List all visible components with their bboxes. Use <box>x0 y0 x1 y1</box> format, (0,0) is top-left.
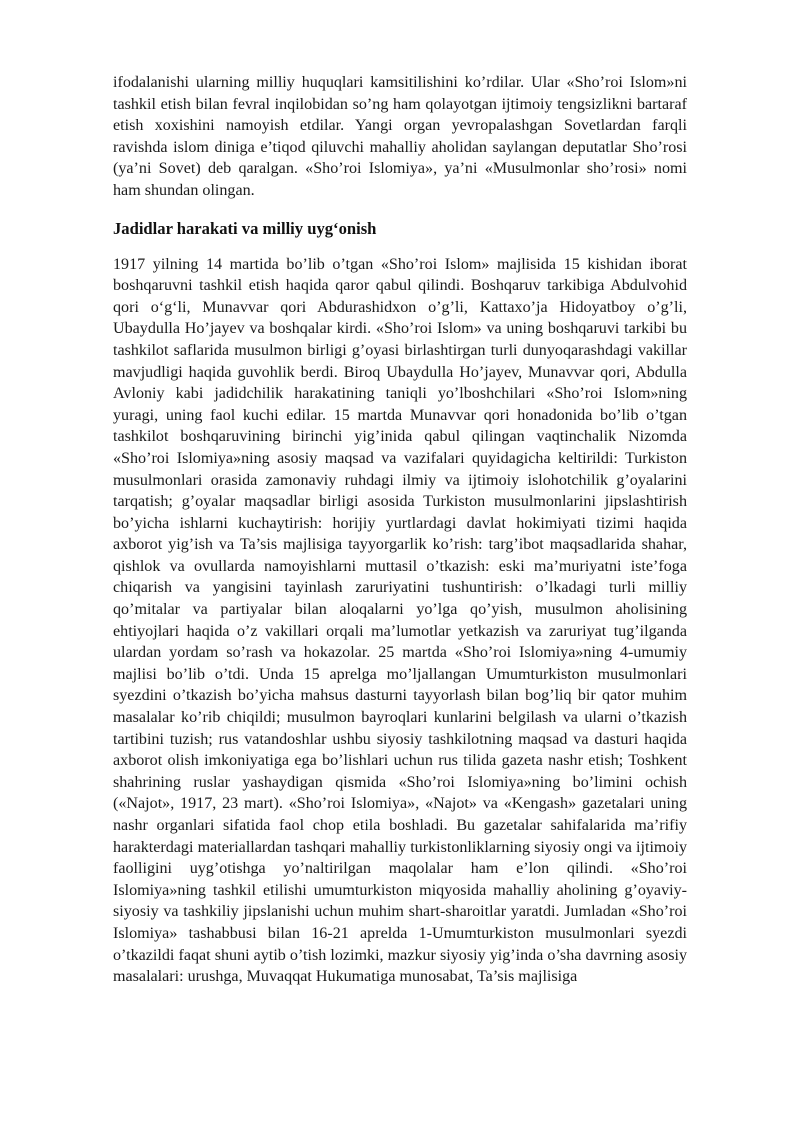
body-paragraph: 1917 yilning 14 martida bo’lib o’tgan «Sho’roi Islom» majlisida 15 kishidan iborat boshqaruvni tashkil etish haqida qaror qabul qilindi. Boshqaruv tarkibiga Abdulvohid qori o‘g‘li, Munavvar qori Abdurashidxon o’g’li, Kattaxo’ja Hidoyatboy o’g’li, Ubaydulla Ho’jayev va boshqalar kirdi. «Sho’roi Islom» va uning boshqaruvi tarkibi bu tashkilot saflarida musulmon birligi g’oyasi birlashtirgan turli dunyoqarashdagi vakillar mavjudligi haqida guvohlik berdi. Biroq Ubaydulla Ho’jayev, Munavvar qori, Abdulla Avloniy kabi jadidchilik harakatining taniqli yo’lboshchilari «Sho’roi Islom»ning yuragi, uning faol kuchi edilar. 15 martda Munavvar qori honadonida bo’lib o’tgan tashkilot boshqaruvining birinchi yig’inida qabul qilingan vaqtinchalik Nizomda «Sho’roi Islomiya»ning asosiy maqsad va vazifalari quyidagicha keltirildi: Turkiston musulmonlari orasida zamonaviy ruhdagi ilmiy va ijtimoiy islohotchilik g’oyalarini tarqatish; g’oyalar maqsadlar birligi asosida Turkiston musulmonlarini jipslashtirish bo’yicha ishlarni kuchaytirish: horijiy yurtlardagi davlat hokimiyati tizimi haqida axborot yig’ish va Ta’sis majlisiga tayyorgarlik ko’rish: targ’ibot maqsadlarida shahar, qishlok va ovullarda namoyishlarni muttasil o’tkazish: eski ma’muriyatni iste’foga chiqarish va yangisini tayinlash zaruriyatini tushuntirish: o’lkadagi turli milliy qo’mitalar va partiyalar bilan aloqalarni yo’lga qo’yish, musulmon aholisining ehtiyojlari haqida o’z vakillari orqali ma’lumotlar yetkazish va zaruriyat tug’ilganda ulardan yordam so’rash va hokazolar. 25 martda «Sho’roi Islomiya»ning 4-umumiy majlisi bo’lib o’tdi. Unda 15 aprelga mo’ljallangan Umumturkiston musulmonlari syezdini o’tkazish bo’yicha mahsus dasturni tayyorlash bilan bog’liq bir qator muhim masalalar ko’rib chiqildi; musulmon bayroqlari kunlarini belgilash va ularni o’tkazish tartibini tuzish; rus vatandoshlar ushbu siyosiy tashkilotning maqsad va dasturi haqida axborot olish imkoniyatiga ega bo’lishlari uchun rus tilida gazeta nashr etish; Toshkent shahrining ruslar yashaydigan qismida «Sho’roi Islomiya»ning bo’limini ochish («Najot», 1917, 23 mart). «Sho’roi Islomiya», «Najot» va «Kengash» gazetalari uning nashr organlari sifatida faol chop etila boshladi. Bu gazetalar sahifalarida ma’rifiy harakterdagi materiallardan tashqari mahalliy turkistonliklarning siyosiy ongi va ijtimoiy faolligini uyg’otishga yo’naltirilgan maqolalar ham e’lon qilindi. «Sho’roi Islomiya»ning tashkil etilishi umumturkiston miqyosida mahalliy aholining g’oyaviy-siyosiy va tashkiliy jipslanishi uchun muhim shart-sharoitlar yaratdi. Jumladan «Sho’roi Islomiya» tashabbusi bilan 16-21 aprelda 1-Umumturkiston musulmonlari syezdi o’tkazildi faqat shuni aytib o’tish lozimki, mazkur siyosiy yig’inda o’sha davrning asosiy masalalari: urushga, Muvaqqat Hukumatiga munosabat, Ta’sis majlisiga <box>113 255 687 986</box>
section-heading: Jadidlar harakati va milliy uyg‘onish <box>113 218 377 238</box>
document-page <box>113 72 687 988</box>
body-paragraph: ifodalanishi ularning milliy huquqlari kamsitilishini ko’rdilar. Ular «Sho’roi Islom»ni tashkil etish bilan fevral inqilobidan so’ng ham qolayotgan ijtimoiy tengsizlikni bartaraf etish xoxishini namoyish etdilar. Yangi organ yevropalashgan Sovetlardan farqli ravishda islom diniga e’tiqod qiluvchi mahalliy aholidan saylangan deputatlar Sho’rosi (ya’ni Sovet) deb qaralgan. «Sho’roi Islomiya», ya’ni «Musulmonlar sho’rosi» nomi ham shundan olingan. <box>113 74 687 199</box>
